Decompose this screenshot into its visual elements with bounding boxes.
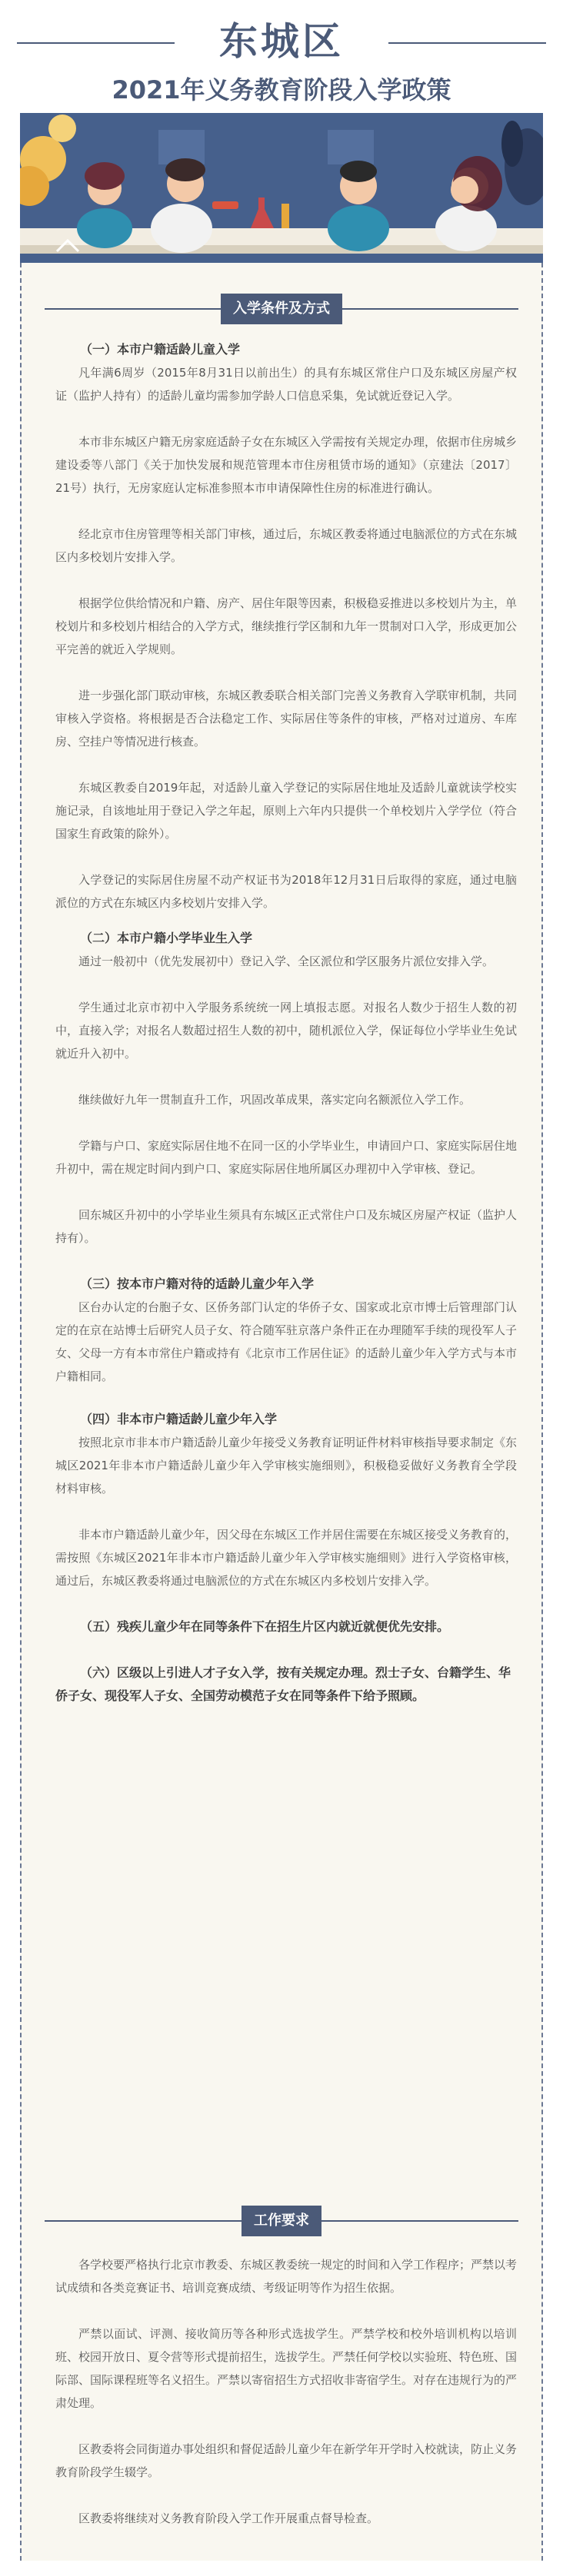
policy-subtitle: 2021年义务教育阶段入学政策 bbox=[112, 75, 451, 105]
section-requirements-content bbox=[55, 2253, 517, 2530]
section-admission-content bbox=[55, 338, 517, 1708]
section-header-admission bbox=[22, 294, 541, 324]
subheading-primary-graduates: （二）本市户籍小学毕业生入学 bbox=[80, 931, 253, 945]
header bbox=[0, 0, 563, 115]
subheading-nonlocal-children: （四）非本市户籍适龄儿童少年入学 bbox=[80, 1412, 278, 1426]
paragraph: 进一步强化部门联动审核，东城区教委联合相关部门完善义务教育入学联审机制，共同审核入学资格。将根据是否合法稳定工作、实际居住等条件的审核，严格对过道房、车库房、空挂户等情况进行核查。 bbox=[55, 689, 518, 749]
paragraph: 本市非东城区户籍无房家庭适龄子女在东城区入学需按有关规定办理，依据市住房城乡建设委等八部门《关于加快发展和规范管理本市住房租赁市场的通知》（京建法〔2017〕21号）执行，无房家庭认定标准参照本市申请保障性住房的标准进行确认。 bbox=[55, 435, 518, 495]
paragraph: 凡年满6周岁（2015年8月31日以前出生）的具有东城区常住户口及东城区房屋产权证（监护人持有）的适龄儿童均需参加学龄人口信息采集，免试就近登记入学。 bbox=[55, 366, 517, 403]
section-title-admission: 入学条件及方式 bbox=[221, 294, 342, 324]
paragraph: 区教委将会同街道办事处组织和督促适龄儿童少年在新学年开学时入校就读，防止义务教育阶段学生辍学。 bbox=[55, 2442, 518, 2479]
district-title: 东城区 bbox=[219, 19, 344, 64]
paragraph: 区台办认定的台胞子女、区侨务部门认定的华侨子女、国家或北京市博士后管理部门认定的在京在站博士后研究人员子女、符合随军驻京落户条件正在办理随军手续的现役军人子女、父母一方有本市常住户籍或持有《北京市工作居住证》的适龄儿童少年入学方式与本市户籍相同。 bbox=[55, 1300, 518, 1383]
subheading-local-children: （一）本市户籍适龄儿童入学 bbox=[80, 342, 241, 357]
paragraph: 通过一般初中（优先发展初中）登记入学、全区派位和学区服务片派位安排入学。 bbox=[78, 954, 495, 968]
paragraph: 区教委将继续对义务教育阶段入学工作开展重点督导检查。 bbox=[78, 2511, 379, 2525]
subheading-equivalent-local: （三）按本市户籍对待的适龄儿童少年入学 bbox=[80, 1276, 315, 1291]
paragraph: 根据学位供给情况和户籍、房产、居住年限等因素，积极稳妥推进以多校划片为主，单校划片和多校划片相结合的入学方式，继续推行学区制和九年一贯制对口入学，形成更加公平完善的就近入学规则。 bbox=[55, 596, 518, 656]
paragraph: 经北京市住房管理等相关部门审核，通过后，东城区教委将通过电脑派位的方式在东城区内多校划片安排入学。 bbox=[55, 527, 518, 564]
section-header-requirements bbox=[22, 2206, 541, 2236]
paragraph: 非本市户籍适龄儿童少年，因父母在东城区工作并居住需要在东城区接受义务教育的，需按照《东城区2021年非本市户籍适龄儿童少年入学审核实施细则》进行入学资格审核，通过后，东城区教委将通过电脑派位的方式在东城区内多校划片安排入学。 bbox=[55, 1528, 518, 1588]
policy-document bbox=[20, 263, 543, 2561]
paragraph: 回东城区升初中的小学毕业生须具有东城区正式常住户口及东城区房屋产权证（监护人持有）。 bbox=[55, 1208, 518, 1245]
paragraph: 按照北京市非本市户籍适龄儿童少年接受义务教育证明证件材料审核指导要求制定《东城区2021年非本市户籍适龄儿童少年入学审核实施细则》，积极稳妥做好义务教育全学段材料审核。 bbox=[55, 1436, 518, 1495]
subheading-disabled-children: （五）残疾儿童少年在同等条件下在招生片区内就近就便优先安排。 bbox=[80, 1619, 450, 1634]
banner-illustration bbox=[20, 113, 543, 263]
paragraph: 学生通过北京市初中入学服务系统统一网上填报志愿。对报名人数少于招生人数的初中，直接入学；对报名人数超过招生人数的初中，随机派位入学，保证每位小学毕业生免试就近升入初中。 bbox=[55, 1001, 518, 1061]
paragraph: 东城区教委自2019年起，对适龄儿童入学登记的实际居住地址及适龄儿童就读学校实施记录，自该地址用于登记入学之年起，原则上六年内只提供一个单校划片入学学位（符合国家生育政策的除外）。 bbox=[55, 781, 518, 841]
paragraph: 严禁以面试、评测、接收简历等各种形式选拔学生。严禁学校和校外培训机构以培训班、校园开放日、夏令营等形式提前招生，选拔学生。严禁任何学校以实验班、特色班、国际部、国际课程班等名义招生。严禁以寄宿招生方式招收非寄宿学生。对存在违规行为的严肃处理。 bbox=[55, 2327, 518, 2410]
paragraph: 学籍与户口、家庭实际居住地不在同一区的小学毕业生，申请回户口、家庭实际居住地升初中，需在规定时间内到户口、家庭实际居住地所属区办理初中入学审核、登记。 bbox=[55, 1139, 518, 1176]
subheading-talent-children: （六）区级以上引进人才子女入学，按有关规定办理。烈士子女、台籍学生、华侨子女、现役军人子女、全国劳动模范子女在同等条件下给予照顾。 bbox=[55, 1665, 511, 1703]
paragraph: 继续做好九年一贯制直升工作，巩固改革成果，落实定向名额派位入学工作。 bbox=[78, 1093, 471, 1107]
paragraph: 各学校要严格执行北京市教委、东城区教委统一规定的时间和入学工作程序；严禁以考试成绩和各类竞赛证书、培训竞赛成绩、考级证明等作为招生依据。 bbox=[55, 2258, 518, 2295]
paragraph: 入学登记的实际居住房屋不动产权证书为2018年12月31日后取得的家庭，通过电脑派位的方式在东城区内多校划片安排入学。 bbox=[55, 873, 517, 910]
section-title-requirements: 工作要求 bbox=[242, 2206, 321, 2236]
students-illustration bbox=[20, 113, 543, 263]
